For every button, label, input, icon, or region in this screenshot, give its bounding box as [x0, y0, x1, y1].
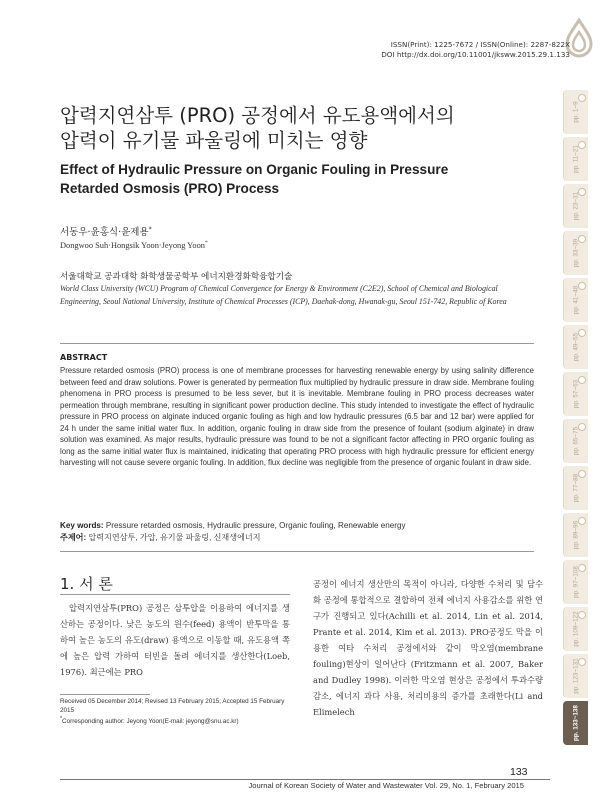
side-tab[interactable] [563, 184, 588, 228]
side-tab-label: pp. 1~9 [572, 101, 580, 123]
side-tab[interactable] [563, 419, 588, 463]
body-left-text: 압력지연삼투(PRO) 공정은 삼투압을 이용하여 에너지를 생산하는 공정이다. 낮은 농도의 원수(feed) 용액이 반투막을 통하여 높은 농도의 유도(draw) 용액으로 이동할 때, 유도용액 쪽에 높은 압력 가하여 터빈을 돌려 에너지를 생산한다(Loeb, 1976). 최근에는 PRO [60, 603, 290, 677]
side-tab[interactable] [563, 607, 588, 651]
side-tab-label: pp. 65~75 [572, 426, 580, 456]
section-heading: 1. 서 론 [60, 575, 113, 593]
footnote-rule [60, 694, 150, 695]
title-korean-line1: 압력지연삼투 (PRO) 공정에서 유도용액에서의 [60, 104, 455, 127]
keywords-korean-label: 주제어: [60, 533, 87, 542]
side-tab[interactable] [563, 560, 588, 604]
title-korean [60, 103, 530, 153]
title-english [60, 160, 520, 198]
keywords-english-value: Pressure retarded osmosis, Hydraulic pressure, Organic fouling, Renewable energy [105, 521, 406, 530]
side-tab[interactable] [563, 372, 588, 416]
side-tab-label: pp. 11~21 [572, 145, 580, 173]
abstract-top-rule [60, 343, 534, 344]
footnote [60, 697, 300, 726]
side-tab[interactable] [563, 325, 588, 369]
body-right-column: 공정이 에너지 생산만의 목적이 아니라, 다양한 수처리 및 담수화 공정에 통합적으로 결합하여 전체 에너지 사용감소를 위한 연구가 진행되고 있다(Achilli et al. 2014, Lin et al. 2014, Prante et al. 2014, Kim et al. 2013). PRO공정도 막을 이용한 여타 수처리 공정에서와 같이 막오염(membrane fouling)현상이 일어난다 (Fritzmann et al. 2007, Baker and Dudley 1998). 이러한 막오염 현상은 공정에서 투과수량 감소, 에너지 과다 사용, 처리비용의 증가를 초래한다(Li and Elimelech [313, 579, 543, 717]
doi-link[interactable]: DOI http://dx.doi.org/10.11001/jksww.2015.29.1.133 [381, 50, 570, 59]
side-tab[interactable] [563, 90, 588, 134]
keywords-english [60, 520, 534, 532]
abstract-text: Pressure retarded osmosis (PRO) process is one of membrane processes for harvesting renewable energy by using salinity difference between feed and draw solutions. Power is generated by permeation flux multiplied by hydraulic pressure in draw side. Membrane fouling phenomena in PRO process is presumed to be less sever, but it is inevitable. Membrane fouling in PRO process decreases water permeation through membrane, resulting in significant power production decline. This study intended to investigate the effect of hydraulic pressure in PRO process on alginate induced organic fouling as high and low hydraulic pressures (6.5 bar and 12 bar) were applied for 24 h under the same initial water flux. In addition, organic fouling in draw side from the presence of foulant (sodium alginate) in draw solution was examined. As major results, hydraulic pressure was found to be not a significant factor affecting in PRO organic fouling as long as the same initial water flux is maintained, inidicating that operating PRO process with high hydraulic pressure for efficient energy harvesting will not cause severe organic fouling. In addition, flux decline was negligible from the presence of organic foulant in draw side. [60, 366, 534, 467]
side-tab[interactable] [563, 278, 588, 322]
side-tab[interactable] [563, 466, 588, 510]
section-heading-rule [60, 594, 290, 595]
abstract-heading: ABSTRACT [60, 353, 108, 362]
side-tab[interactable] [563, 137, 588, 181]
side-tab-label: pp. 77~88 [572, 473, 580, 503]
keywords-korean [60, 532, 534, 544]
side-tab-label: pp. 109~122 [572, 611, 580, 647]
side-tab[interactable] [563, 701, 588, 745]
side-tab-label: pp. 89~96 [572, 520, 580, 550]
side-tab-label: pp. 57~63 [572, 379, 580, 409]
side-tab-label: pp. 49~55 [572, 332, 580, 362]
footnote-mark: * [60, 716, 63, 722]
side-tab-label: pp. 123~131 [572, 658, 580, 694]
side-tab-label: pp. 23~31 [572, 191, 580, 221]
keywords-korean-value: 압력지연삼투, 가압, 유기물 파울링, 신재생에너지 [88, 533, 261, 542]
keywords [60, 520, 534, 544]
authors-korean [60, 224, 152, 238]
side-page-tabs [563, 90, 587, 748]
side-tab[interactable] [563, 654, 588, 698]
side-tab-label: pp. 41~48 [572, 285, 580, 315]
affiliation-korean: 서울대학교 공과대학 화학생물공학부 에너지환경화학융합기술 [60, 272, 293, 282]
authors-korean-names: 서동우·윤홍식·윤제용 [60, 227, 149, 238]
header-identifiers [340, 40, 570, 60]
corresponding-mark-en: * [204, 240, 208, 246]
side-tab[interactable] [563, 513, 588, 557]
side-tab-label: pp. 133~138 [572, 705, 580, 741]
title-english-line2: Retarded Osmosis (PRO) Process [60, 181, 280, 196]
footnote-dates: Received 05 December 2014; Revised 13 February 2015; Accepted 15 February 2015 [60, 698, 285, 714]
side-tab-label: pp. 97~108 [572, 566, 580, 598]
footnote-corresponding [60, 715, 300, 726]
issn-line: ISSN(Print): 1225-7672 / ISSN(Online): 2287-822X [390, 40, 570, 49]
authors-english-names: Dongwoo Suh·Hongsik Yoon·Jeyong Yoon [60, 240, 205, 250]
page-number: 133 [510, 766, 528, 778]
keywords-english-label: Key words: [60, 521, 104, 530]
authors-english [60, 240, 208, 250]
side-tab-label: pp. 33~39 [572, 238, 580, 268]
abstract-bottom-rule [60, 551, 534, 552]
footnote-corresponding-text: Corresponding author: Jeyong Yoon(E-mail: jeyong@snu.ac.kr) [62, 718, 239, 726]
footer-rule [60, 779, 550, 780]
title-korean-line2: 압력이 유기물 파울링에 미치는 영향 [60, 129, 368, 152]
corresponding-mark: * [148, 225, 152, 233]
journal-citation: Journal of Korean Society of Water and Wastewater Vol. 29, No. 1, February 2015 [248, 781, 524, 790]
body-left-column [60, 600, 290, 680]
affiliation-english: World Class University (WCU) Program of Chemical Convergence for Energy & Environment (C2E2), School of Chemical and Biological Engineering, Seoul National University, Institute of Chemical Processes (ICP), Daehak-dong, Hwanak-gu, Seoul 151-742, Republic of Korea [60, 284, 507, 306]
side-tab[interactable] [563, 231, 588, 275]
title-english-line1: Effect of Hydraulic Pressure on Organic Fouling in Pressure [60, 162, 449, 177]
